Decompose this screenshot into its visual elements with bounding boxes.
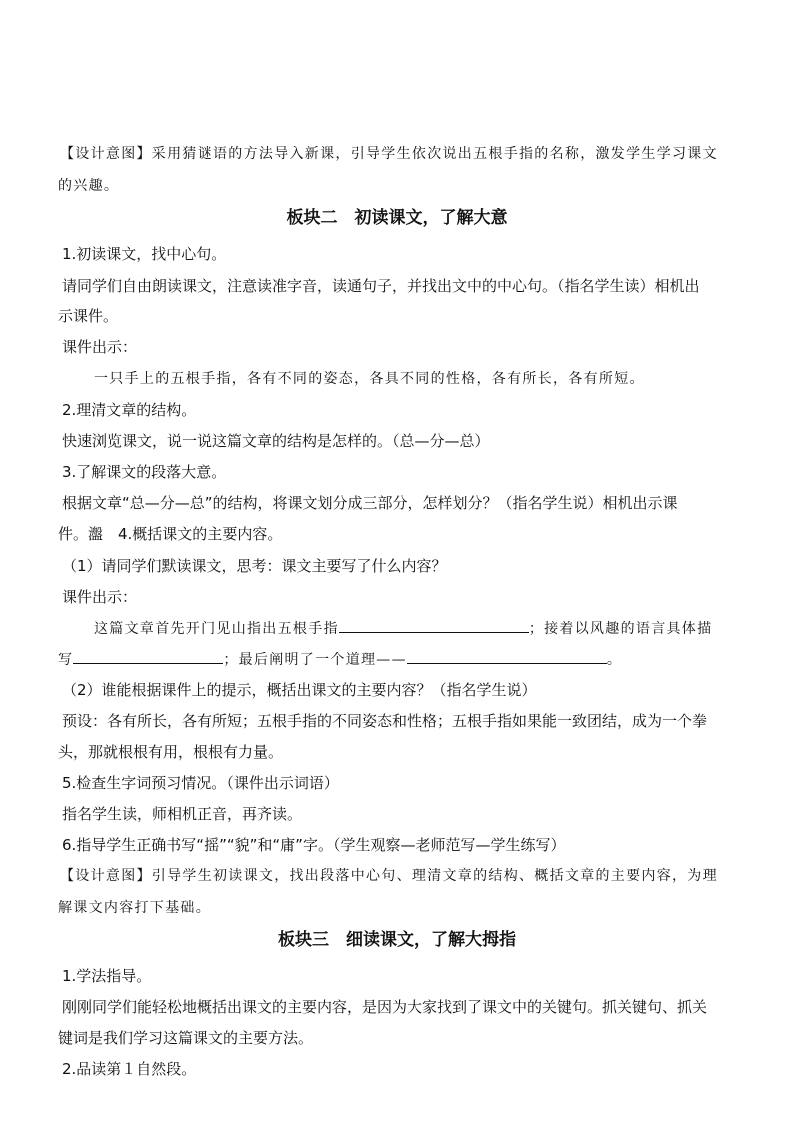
paragraph-line: 快速浏览课文，说一说这篇文章的结构是怎样的。（总—分—总） — [62, 432, 490, 450]
paragraph-line: 刚刚同学们能轻松地概括出课文的主要内容，是因为大家找到了课文中的关键句。抓关键句、抓关 — [62, 998, 708, 1016]
courseware-text: 一只手上的五根手指，各有不同的姿态，各具不同的性格，各有所长，各有所短。 — [94, 371, 645, 387]
fill-text: 这篇文章首先开门见山指出五根手指 — [94, 621, 339, 637]
paragraph-line: 请同学们自由朗读课文，注意读准字音，读通句子，并找出文中的中心句。（指名学生读）相机出 — [62, 277, 700, 295]
courseware-label: 课件出示： — [62, 588, 138, 606]
design-intent-line: 解课文内容打下基础。 — [58, 900, 211, 916]
design-intent-line: 的兴趣。 — [58, 178, 120, 194]
fill-text: ；接着以风趣的语言具体描 — [528, 621, 713, 637]
list-item: 2.理清文章的结构。 — [62, 401, 197, 419]
paragraph-line: 根据文章“总—分—总”的结构，将课文划分成三部分，怎样划分？（指名学生说）相机出示课 — [62, 494, 678, 512]
list-item: 2.品读第１自然段。 — [62, 1060, 197, 1078]
paragraph-line: 预设：各有所长，各有所短；五根手指的不同姿态和性格；五根手指如果能一致团结，成为一个拳 — [62, 712, 708, 730]
list-item: 5.检查生字词预习情况。（课件出示词语） — [62, 774, 339, 792]
fill-in-line — [94, 618, 784, 639]
fill-blank[interactable] — [407, 649, 607, 664]
list-item: 3.了解课文的段落大意。 — [62, 463, 227, 481]
fill-in-line — [58, 649, 748, 670]
list-item: 1.学法指导。 — [62, 967, 152, 985]
fill-text: 。 — [606, 652, 623, 668]
question-line: （1）请同学们默读课文，思考：课文主要写了什么内容？ — [62, 557, 447, 575]
paragraph-line: 示课件。 — [58, 307, 119, 325]
design-intent-line: 【设计意图】采用猜谜语的方法导入新课，引导学生依次说出五根手指的名称，激发学生学习课文 — [60, 146, 718, 162]
list-item: 1.初读课文，找中心句。 — [62, 245, 227, 263]
fill-text: 写 — [58, 652, 74, 668]
paragraph-line: 指名学生读，师相机正音，再齐读。 — [62, 805, 303, 823]
question-line: （2）谁能根据课件上的提示，概括出课文的主要内容？（指名学生说） — [62, 681, 537, 699]
courseware-label: 课件出示： — [62, 338, 138, 356]
design-intent-line: 【设计意图】引导学生初读课文，找出段落中心句、理清文章的结构、概括文章的主要内容，为理 — [60, 868, 718, 884]
paragraph-line: 键词是我们学习这篇课文的主要方法。 — [58, 1029, 314, 1047]
paragraph-line: 头，那就根根有用，根根有力量。 — [58, 743, 284, 761]
section-heading: 板块三 细读课文，了解大拇指 — [278, 930, 516, 950]
paragraph-line: 件。瀊 4.概括课文的主要内容。 — [58, 525, 283, 543]
section-heading: 板块二 初读课文，了解大意 — [286, 208, 508, 228]
fill-blank[interactable] — [339, 618, 529, 633]
list-item: 6.指导学生正确书写“摇”“貌”和“庸”字。（学生观察—老师范写—学生练写） — [62, 836, 566, 854]
fill-blank[interactable] — [73, 649, 223, 664]
fill-text: ；最后阐明了一个道理—— — [223, 652, 407, 668]
